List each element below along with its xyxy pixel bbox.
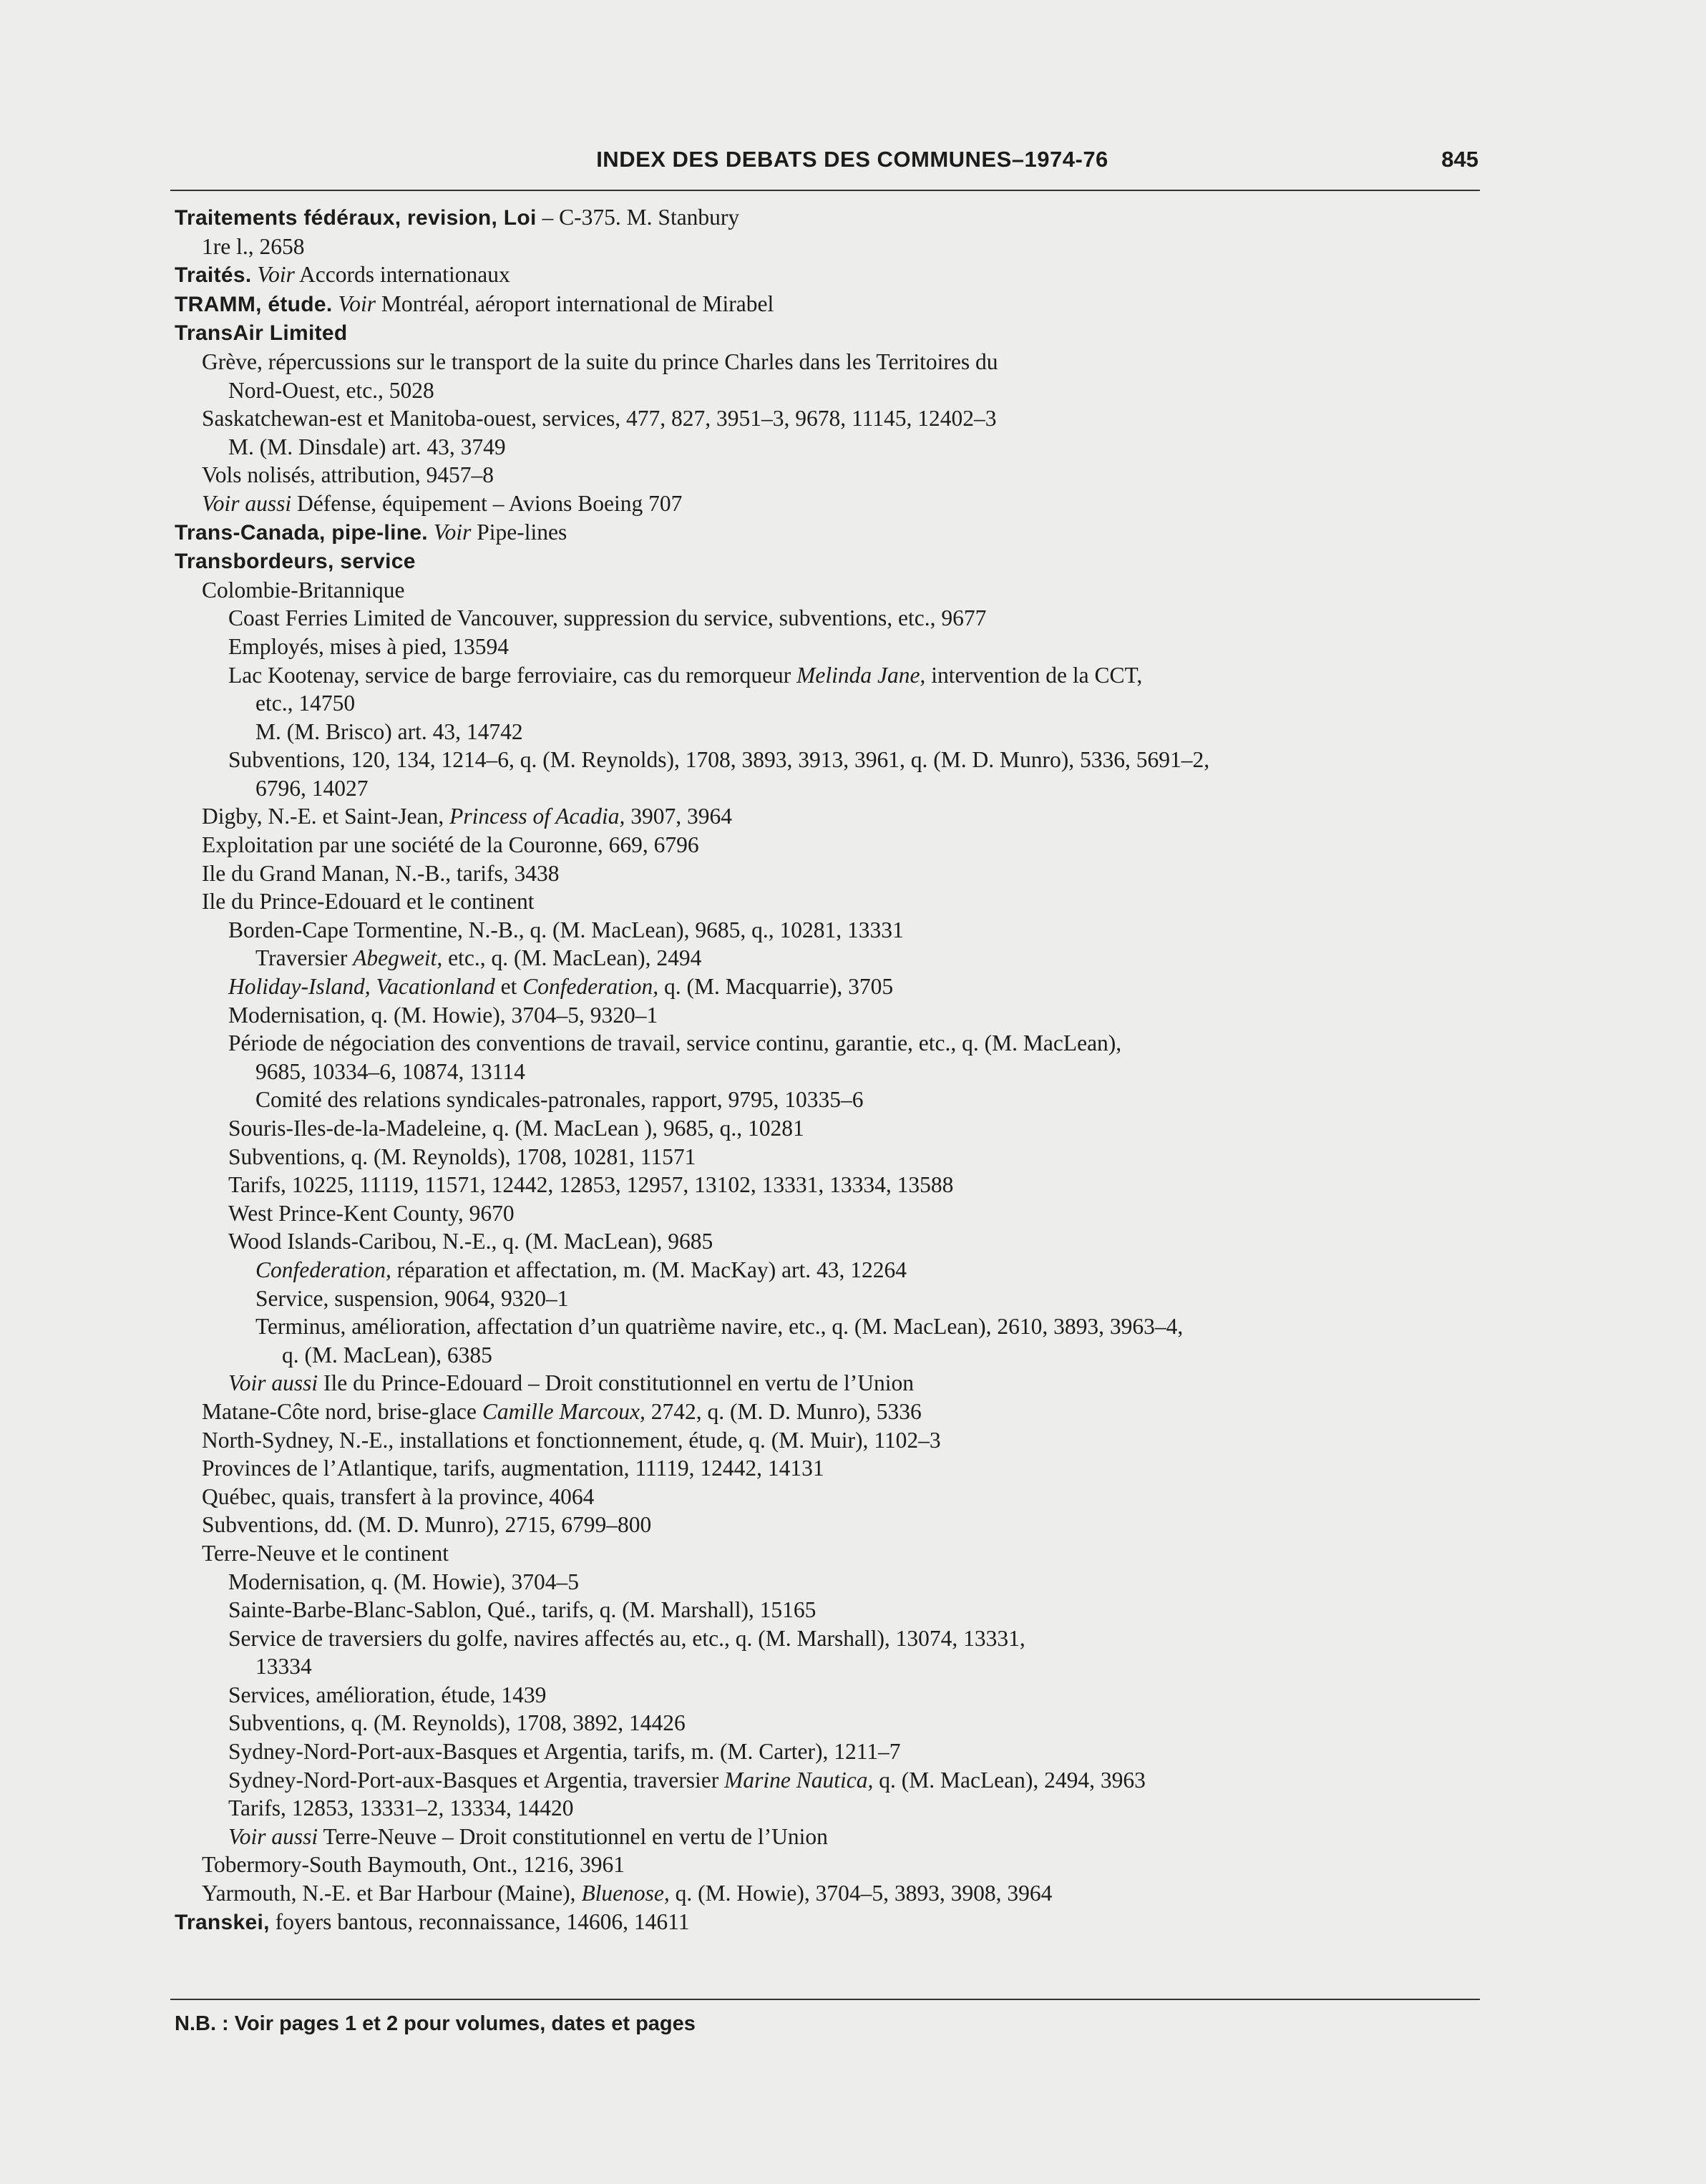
entry-text: q. (M. MacLean), 2494, 3963	[873, 1767, 1146, 1793]
index-heading	[175, 518, 1491, 547]
index-subentry	[175, 1284, 1491, 1313]
entry-text: 1re l., 2658	[202, 233, 305, 259]
index-subentry	[175, 1737, 1491, 1766]
index-subentry	[175, 1794, 1491, 1823]
entry-text: q. (M. MacLean), 6385	[282, 1342, 492, 1368]
index-heading	[175, 318, 1491, 348]
index-subentry	[175, 1341, 1491, 1370]
index-subentry	[175, 1454, 1491, 1483]
index-subentry	[175, 1426, 1491, 1455]
index-subentry	[175, 376, 1491, 405]
index-subentry	[175, 604, 1491, 633]
entry-text: Saskatchewan-est et Manitoba-ouest, services, 477, 827, 3951–3, 9678, 11145, 12402–3	[202, 406, 997, 432]
entry-text: et	[494, 974, 523, 1000]
index-subentry	[175, 433, 1491, 462]
entry-text: Période de négociation des conventions de travail, service continu, garantie, etc., q. (M. MacLean),	[228, 1030, 1122, 1056]
entry-text: Ile du Prince-Edouard – Droit constitutionnel en vertu de l’Union	[318, 1370, 914, 1396]
entry-text: M. (M. Dinsdale) art. 43, 3749	[228, 434, 506, 459]
index-heading	[175, 290, 1491, 319]
index-subentry	[175, 1086, 1491, 1114]
index-subentry	[175, 689, 1491, 718]
index-subentry	[175, 489, 1491, 518]
index-subentry	[175, 1709, 1491, 1737]
entry-text: Tarifs, 12853, 13331–2, 13334, 14420	[228, 1795, 574, 1821]
entry-text: Sydney-Nord-Port-aux-Basques et Argentia, tarifs, m. (M. Carter), 1211–7	[228, 1739, 901, 1765]
entry-text: q. (M. Howie), 3704–5, 3893, 3908, 3964	[669, 1881, 1053, 1906]
entry-text: Service, suspension, 9064, 9320–1	[255, 1285, 569, 1311]
entry-text	[428, 520, 434, 545]
index-heading	[175, 1908, 1491, 1937]
heading-text: Transbordeurs, service	[175, 550, 416, 574]
entry-text: Pipe-lines	[471, 519, 567, 545]
entry-text: etc., q. (M. MacLean), 2494	[442, 945, 702, 971]
italic-text: Voir aussi	[228, 1823, 318, 1849]
entry-text: Terre-Neuve et le continent	[202, 1540, 449, 1566]
italic-text: Marine Nautica,	[724, 1767, 874, 1793]
index-subentry	[175, 1596, 1491, 1624]
italic-text: Abegweit,	[353, 945, 443, 971]
index-subentry	[175, 576, 1491, 605]
entry-text: West Prince-Kent County, 9670	[228, 1200, 515, 1226]
entry-text: Subventions, q. (M. Reynolds), 1708, 3892, 14426	[228, 1710, 686, 1736]
index-subentry	[175, 802, 1491, 831]
entry-text: 13334	[255, 1654, 312, 1680]
index-subentry	[175, 1001, 1491, 1030]
index-subentry	[175, 1312, 1491, 1341]
entry-text: Employés, mises à pied, 13594	[228, 633, 509, 659]
entry-text: Matane-Côte nord, brise-glace	[202, 1398, 482, 1424]
italic-text: Holiday-Island, Vacationland	[228, 974, 495, 1000]
entry-text: – C-375. M. Stanbury	[536, 205, 740, 230]
entry-text: Exploitation par une société de la Couronne, 669, 6796	[202, 832, 699, 858]
entry-text: Défense, équipement – Avions Boeing 707	[291, 490, 683, 516]
entry-text: Souris-Iles-de-la-Madeleine, q. (M. MacLean ), 9685, q., 10281	[228, 1116, 804, 1141]
entry-text: North-Sydney, N.-E., installations et fonctionnement, étude, q. (M. Muir), 1102–3	[202, 1427, 941, 1453]
index-subentry	[175, 1256, 1491, 1284]
italic-text: Confederation,	[255, 1257, 391, 1282]
italic-text: Camille Marcoux,	[482, 1398, 645, 1424]
index-subentry	[175, 718, 1491, 746]
entry-text: 3907, 3964	[625, 804, 733, 829]
entry-text: Ile du Prince-Edouard et le continent	[202, 889, 535, 915]
entry-text: Traversier	[255, 945, 354, 971]
index-subentry	[175, 1058, 1491, 1086]
entry-text: Modernisation, q. (M. Howie), 3704–5	[228, 1569, 579, 1594]
entry-text: Wood Islands-Caribou, N.-E., q. (M. MacLean), 9685	[228, 1229, 713, 1254]
italic-text: Melinda Jane,	[796, 662, 926, 688]
entry-text: Coast Ferries Limited de Vancouver, suppression du service, subventions, etc., 9677	[228, 605, 987, 631]
index-subentry	[175, 633, 1491, 661]
entry-text: Yarmouth, N.-E. et Bar Harbour (Maine),	[202, 1881, 582, 1906]
entry-text: Accords internationaux	[294, 262, 510, 288]
entry-text: Borden-Cape Tormentine, N.-B., q. (M. MacLean), 9685, q., 10281, 13331	[228, 917, 904, 942]
index-subentry	[175, 859, 1491, 888]
entry-text: Colombie-Britannique	[202, 577, 405, 603]
footer-rule	[170, 1999, 1480, 2000]
index-subentry	[175, 1398, 1491, 1426]
index-subentry	[175, 1029, 1491, 1058]
index-subentry	[175, 916, 1491, 945]
entry-text: Subventions, dd. (M. D. Munro), 2715, 6799–800	[202, 1512, 652, 1538]
index-subentry	[175, 233, 1491, 261]
entry-text: Services, amélioration, étude, 1439	[228, 1682, 547, 1707]
italic-text: Voir	[433, 519, 472, 545]
entry-text: Sydney-Nord-Port-aux-Basques et Argentia, traversier	[228, 1767, 725, 1793]
italic-text: Bluenose,	[581, 1881, 670, 1906]
index-subentry	[175, 1879, 1491, 1908]
entry-text: Digby, N.-E. et Saint-Jean,	[202, 804, 450, 829]
entry-text: foyers bantous, reconnaissance, 14606, 14611	[269, 1908, 690, 1934]
index-subentry	[175, 944, 1491, 972]
entry-text: 9685, 10334–6, 10874, 13114	[255, 1058, 525, 1084]
entry-text: Service de traversiers du golfe, navires affectés au, etc., q. (M. Marshall), 13074, 13331,	[228, 1625, 1025, 1651]
entry-text: réparation et affectation, m. (M. MacKay) art. 43, 12264	[391, 1257, 907, 1282]
italic-text: Voir aussi	[228, 1370, 318, 1396]
entry-text: Modernisation, q. (M. Howie), 3704–5, 9320–1	[228, 1002, 658, 1028]
heading-text: Trans-Canada, pipe-line.	[175, 520, 428, 545]
entry-text: Provinces de l’Atlantique, tarifs, augmentation, 11119, 12442, 14131	[202, 1456, 824, 1481]
entry-text: Comité des relations syndicales-patronales, rapport, 9795, 10335–6	[255, 1087, 864, 1113]
index-subentry	[175, 1143, 1491, 1171]
index-subentry	[175, 1483, 1491, 1511]
index-subentry	[175, 887, 1491, 916]
index-subentry	[175, 1568, 1491, 1596]
heading-text: Traitements fédéraux, revision, Loi	[175, 206, 537, 230]
index-heading	[175, 547, 1491, 576]
italic-text: Princess of Acadia,	[449, 804, 625, 829]
index-subentry	[175, 1681, 1491, 1710]
index-subentry	[175, 1369, 1491, 1398]
index-subentry	[175, 1766, 1491, 1795]
entry-text: etc., 14750	[255, 691, 356, 716]
index-subentry	[175, 348, 1491, 376]
header-rule	[170, 190, 1480, 191]
index-heading	[175, 203, 1491, 233]
index-subentry	[175, 461, 1491, 489]
index-subentry	[175, 972, 1491, 1001]
index-subentry	[175, 1227, 1491, 1256]
index-subentry	[175, 774, 1491, 803]
index-subentry	[175, 1539, 1491, 1568]
entry-text: Subventions, 120, 134, 1214–6, q. (M. Reynolds), 1708, 3893, 3913, 3961, q. (M. D. Munro), 5336, 5691–2,	[228, 747, 1210, 773]
heading-text: Transkei,	[175, 1910, 270, 1934]
index-subentry	[175, 1851, 1491, 1879]
entry-text: Terre-Neuve – Droit constitutionnel en vertu de l’Union	[318, 1823, 828, 1849]
entry-text: Nord-Ouest, etc., 5028	[228, 377, 434, 403]
footer-note: N.B. : Voir pages 1 et 2 pour volumes, dates et pages	[175, 2012, 696, 2035]
entry-text: 6796, 14027	[255, 775, 369, 801]
entry-text: Québec, quais, transfert à la province, 4064	[202, 1483, 595, 1509]
italic-text: Voir	[338, 291, 376, 316]
index-subentry	[175, 1171, 1491, 1199]
entry-text: Vols nolisés, attribution, 9457–8	[202, 462, 494, 488]
heading-text: TransAir Limited	[175, 321, 348, 346]
entry-text: M. (M. Brisco) art. 43, 14742	[255, 718, 523, 744]
heading-text: TRAMM, étude.	[175, 292, 333, 316]
heading-text: Traités.	[175, 263, 252, 288]
entry-text: Ile du Grand Manan, N.-B., tarifs, 3438	[202, 860, 560, 886]
page-title: INDEX DES DEBATS DES COMMUNES–1974-76	[596, 147, 1108, 172]
entry-text: Tobermory-South Baymouth, Ont., 1216, 3961	[202, 1852, 625, 1878]
index-heading	[175, 260, 1491, 290]
index-subentry	[175, 1114, 1491, 1143]
entry-text: Subventions, q. (M. Reynolds), 1708, 10281, 11571	[228, 1144, 696, 1169]
entry-text: 2742, q. (M. D. Munro), 5336	[645, 1398, 922, 1424]
index-subentry	[175, 831, 1491, 859]
index-subentry	[175, 404, 1491, 433]
index-subentry	[175, 1199, 1491, 1228]
index-subentry	[175, 1823, 1491, 1851]
page-number: 845	[1441, 147, 1478, 172]
entry-text: Sainte-Barbe-Blanc-Sablon, Qué., tarifs, q. (M. Marshall), 15165	[228, 1597, 817, 1623]
entry-text: Grève, répercussions sur le transport de la suite du prince Charles dans les Territoires du	[202, 348, 998, 374]
index-subentry	[175, 1624, 1491, 1653]
entry-text: Terminus, amélioration, affectation d’un quatrième navire, etc., q. (M. MacLean), 2610, 3893, 3963–4,	[255, 1314, 1184, 1340]
italic-text: Confederation,	[522, 974, 659, 1000]
index-subentry	[175, 1511, 1491, 1539]
entry-text: q. (M. Macquarrie), 3705	[658, 974, 894, 1000]
italic-text: Voir aussi	[202, 490, 292, 516]
entry-text: Lac Kootenay, service de barge ferroviaire, cas du remorqueur	[228, 662, 797, 688]
entry-text: Tarifs, 10225, 11119, 11571, 12442, 12853, 12957, 13102, 13331, 13334, 13588	[228, 1172, 954, 1198]
entry-text: intervention de la CCT,	[925, 662, 1143, 688]
italic-text: Voir	[257, 262, 295, 288]
index-entries	[175, 203, 1491, 1936]
index-subentry	[175, 1652, 1491, 1681]
index-subentry	[175, 661, 1491, 690]
index-subentry	[175, 746, 1491, 774]
entry-text: Montréal, aéroport international de Mirabel	[375, 291, 774, 316]
